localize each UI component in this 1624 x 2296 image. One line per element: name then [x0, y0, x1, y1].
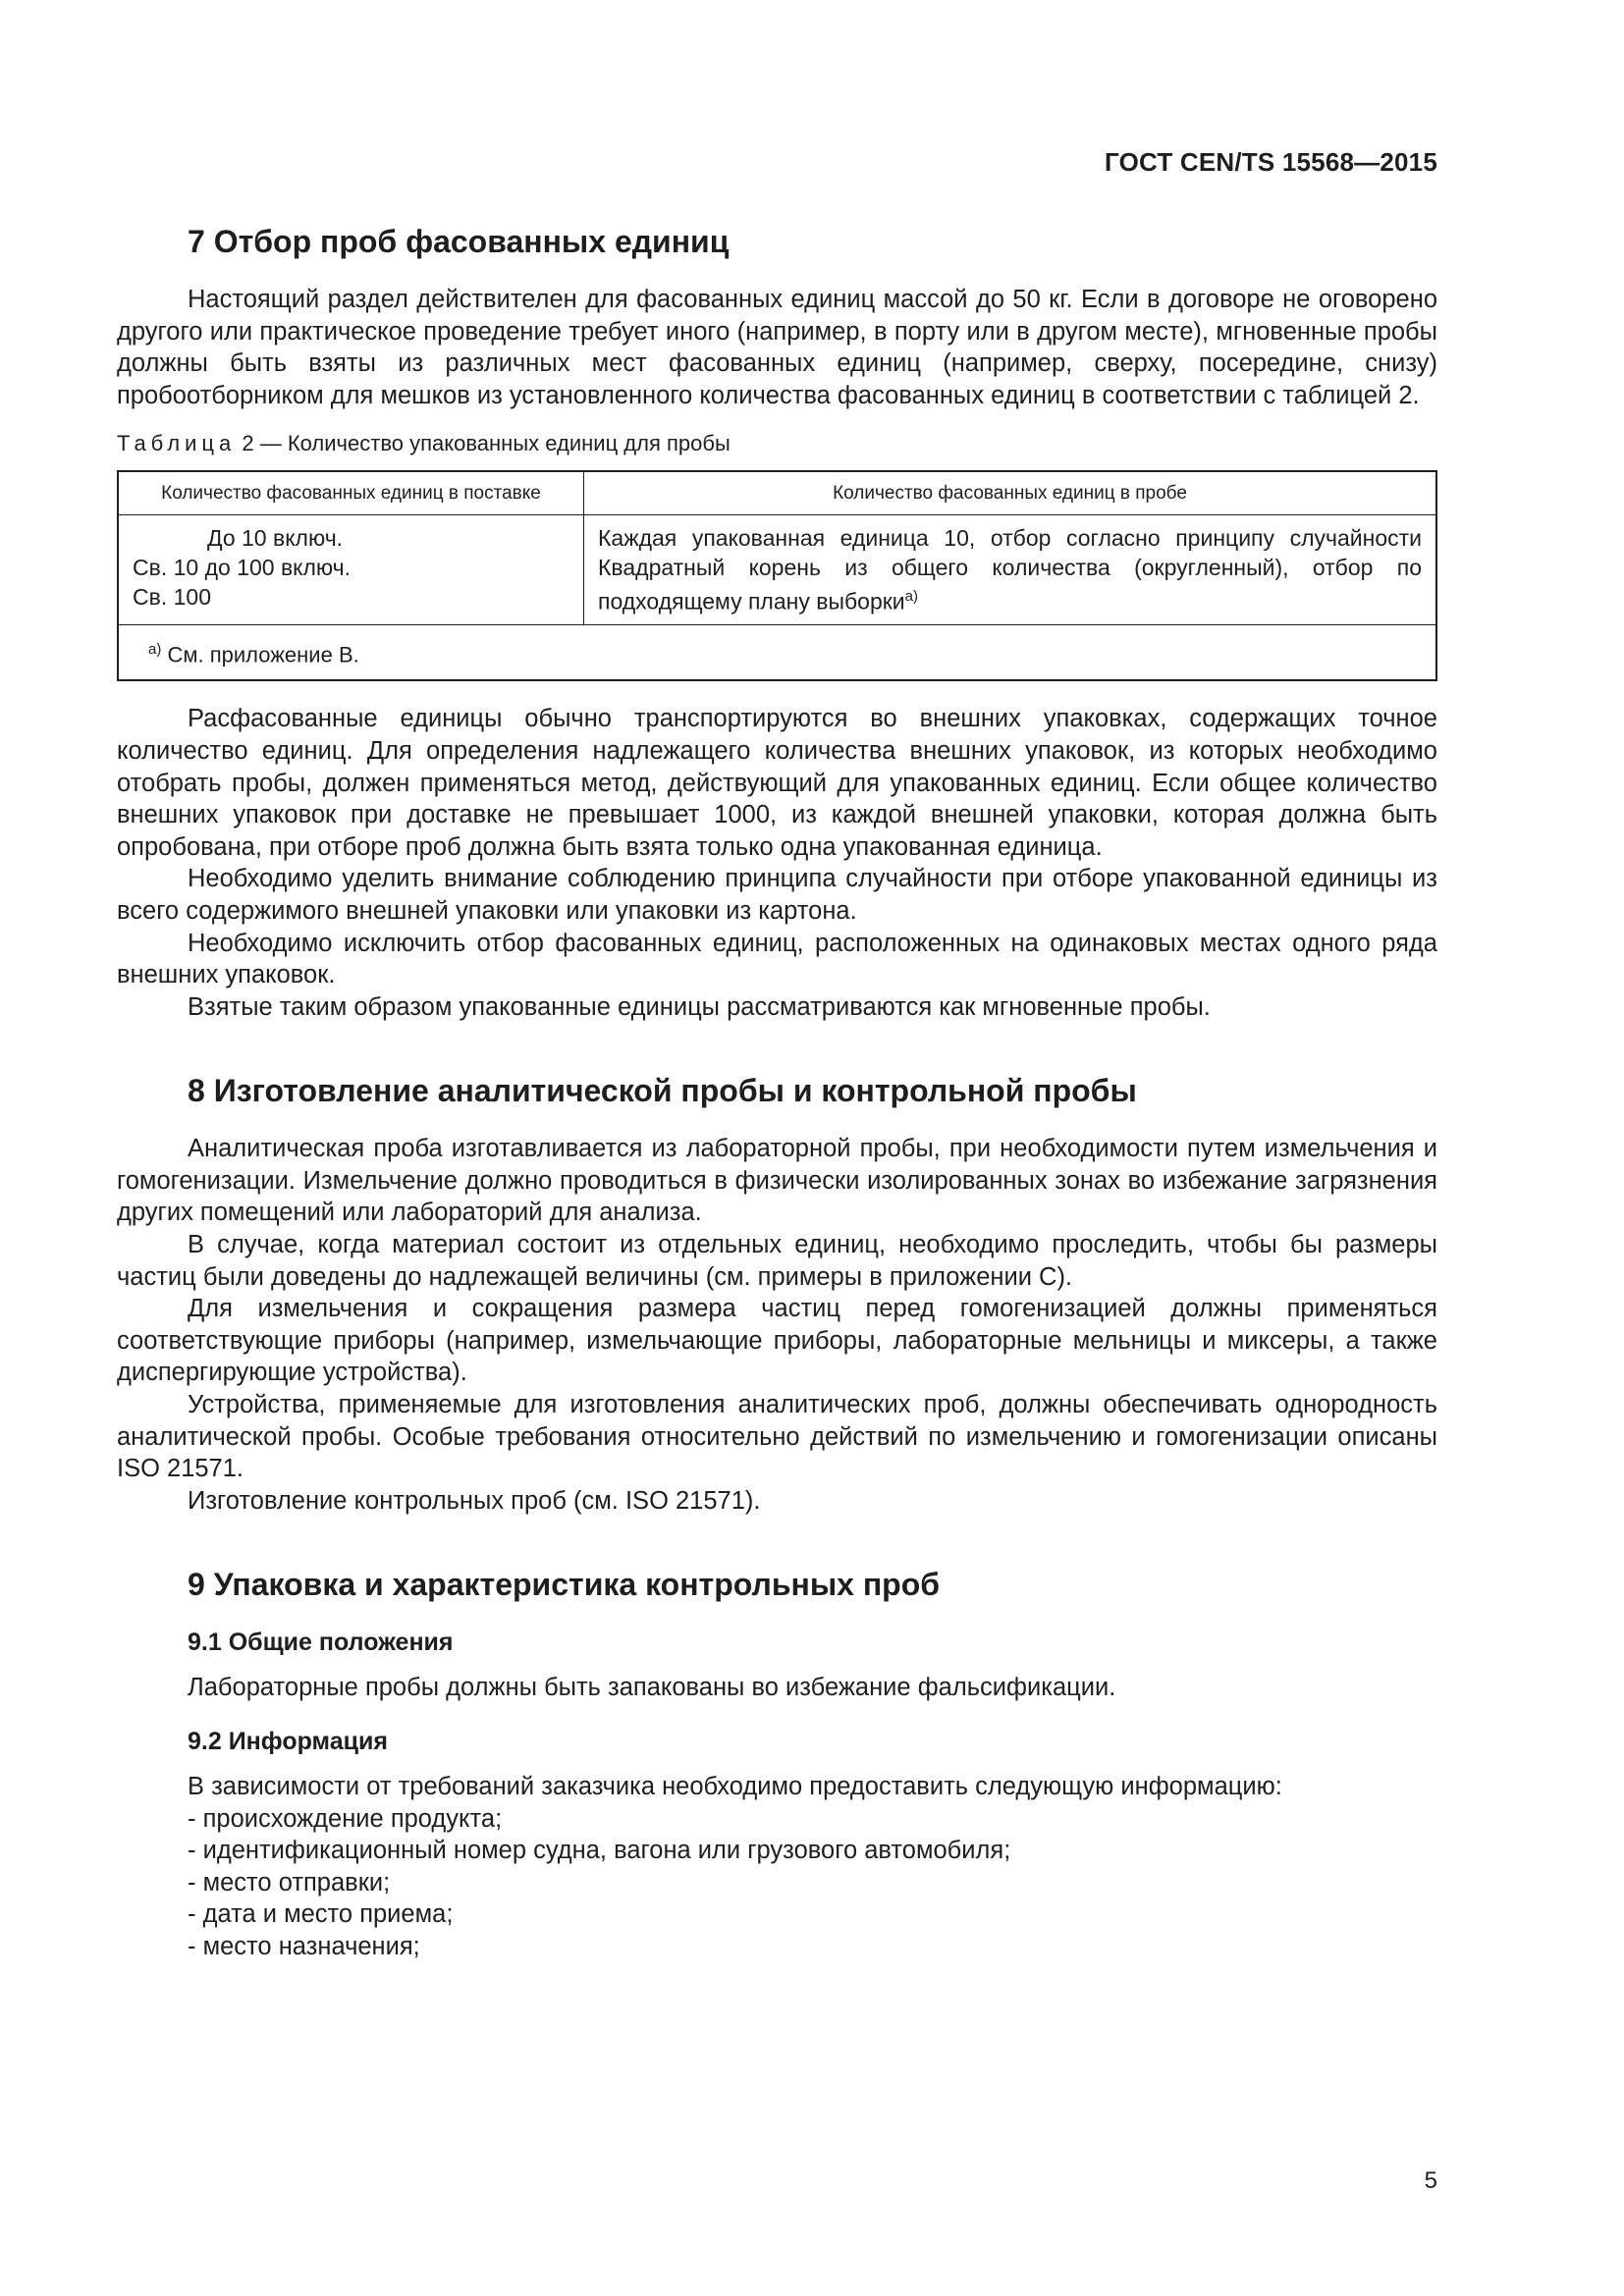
- table-cell-sample: [584, 515, 1437, 625]
- table-2: [117, 470, 1437, 681]
- table-cell-delivery: [118, 515, 584, 625]
- delivery-range-2: Св. 10 до 100 включ.: [133, 555, 352, 581]
- information-list: [117, 1803, 1437, 1963]
- subsection-9-1-title: 9.1 Общие положения: [188, 1629, 454, 1657]
- table-caption-prefix: Таблица: [117, 431, 237, 456]
- subsection-9-2-intro: В зависимости от требований заказчика необходимо предоставить следующую информацию:: [188, 1773, 1282, 1801]
- table-footnote-row: [118, 625, 1436, 681]
- section-7-intro: Настоящий раздел действителен для фасованных единиц массой до 50 кг. Если в договоре не оговорено другого или практическое проведение требует иного (например, в порту или в другом месте), мгновенные пробы должны быть взяты из различных мест фасованных единиц (например, сверху, посередине, снизу) пробоотборником для мешков из установленного количества фасованных единиц в соответствии с таблицей 2.: [117, 286, 1437, 409]
- section-7-paragraph: Необходимо исключить отбор фасованных единиц, расположенных на одинаковых местах одного ряда внешних упаковок.: [117, 929, 1437, 989]
- section-8-title: 8 Изготовление аналитической пробы и контрольной пробы: [188, 1073, 1137, 1109]
- table-caption-text: 2 — Количество упакованных единиц для пробы: [242, 431, 731, 456]
- footnote-text: См. приложение В.: [161, 642, 359, 667]
- table-footnote: [118, 625, 1436, 681]
- table-2-caption: [117, 431, 1437, 456]
- delivery-range-1: До 10 включ.: [207, 525, 344, 552]
- footnote-ref: a): [904, 588, 918, 606]
- section-7-paragraph: Расфасованные единицы обычно транспортируются во внешних упаковках, содержащих точное количество единиц. Для определения надлежащего количества внешних упаковок, из которых необходимо отобрать пробы, должен применяться метод, действующий для упакованных единиц. Если общее количество внешних упаковок при доставке не превышает 1000, из каждой внешней упаковки, которая должна быть опробована, при отборе проб должна быть взята только одна упакованная единица.: [117, 705, 1437, 861]
- standard-code: ГОСТ CEN/TS 15568—2015: [1105, 147, 1437, 177]
- section-8-paragraph: Для измельчения и сокращения размера частиц перед гомогенизацией должны применяться соответствующие приборы (например, измельчающие приборы, лабораторные мельницы и миксеры, а также диспергирующие устройства).: [117, 1295, 1437, 1387]
- section-8-paragraph: Устройства, применяемые для изготовления аналитических проб, должны обеспечивать однородность аналитической пробы. Особые требования относительно действий по измельчению и гомогенизации описаны ISO 21571.: [117, 1391, 1437, 1483]
- section-7-paragraph: Взятые таким образом упакованные единицы рассматриваются как мгновенные пробы.: [188, 992, 1211, 1021]
- subsection-9-2-title: 9.2 Информация: [188, 1728, 388, 1756]
- section-8-paragraph: В случае, когда материал состоит из отдельных единиц, необходимо проследить, чтобы бы размеры частиц были доведены до надлежащей величины (см. примеры в приложении С).: [117, 1231, 1437, 1291]
- section-8-paragraph: Аналитическая проба изготавливается из лабораторной пробы, при необходимости путем измельчения и гомогенизации. Измельчение должно проводиться в физически изолированных зонах во избежание загрязнения других помещений или лабораторий для анализа.: [117, 1135, 1437, 1227]
- list-item: - место отправки;: [188, 1868, 391, 1896]
- table-header-row: [118, 471, 1436, 515]
- list-item: - дата и место приема;: [188, 1900, 454, 1929]
- list-item: - место назначения;: [188, 1932, 420, 1960]
- section-7-paragraph: Необходимо уделить внимание соблюдению принципа случайности при отборе упакованной единицы из всего содержимого внешней упаковки или упаковки из картона.: [117, 865, 1437, 925]
- page-content: [117, 221, 1437, 1963]
- list-item: - происхождение продукта;: [188, 1804, 503, 1833]
- page-number: 5: [1424, 2167, 1437, 2194]
- table-row: [118, 515, 1436, 625]
- list-item: - идентификационный номер судна, вагона или грузового автомобиля;: [188, 1837, 1011, 1865]
- table-header-delivery: Количество фасованных единиц в поставке: [118, 471, 584, 515]
- section-7-title: 7 Отбор проб фасованных единиц: [188, 224, 730, 259]
- footnote-mark: a): [148, 641, 162, 659]
- section-8-paragraph: Изготовление контрольных проб (см. ISO 21571).: [188, 1486, 761, 1515]
- delivery-range-3: Св. 100: [133, 584, 211, 611]
- subsection-9-1-text: Лабораторные пробы должны быть запакованы во избежание фальсификации.: [188, 1674, 1116, 1702]
- sample-rule-text: Каждая упакованная единица 10, отбор согласно принципу случайности Квадратный корень из общего количества (округленный), отбор по подходящему плану выборки: [598, 525, 1422, 615]
- table-header-sample: Количество фасованных единиц в пробе: [584, 471, 1437, 515]
- section-9-title: 9 Упаковка и характеристика контрольных проб: [188, 1567, 941, 1603]
